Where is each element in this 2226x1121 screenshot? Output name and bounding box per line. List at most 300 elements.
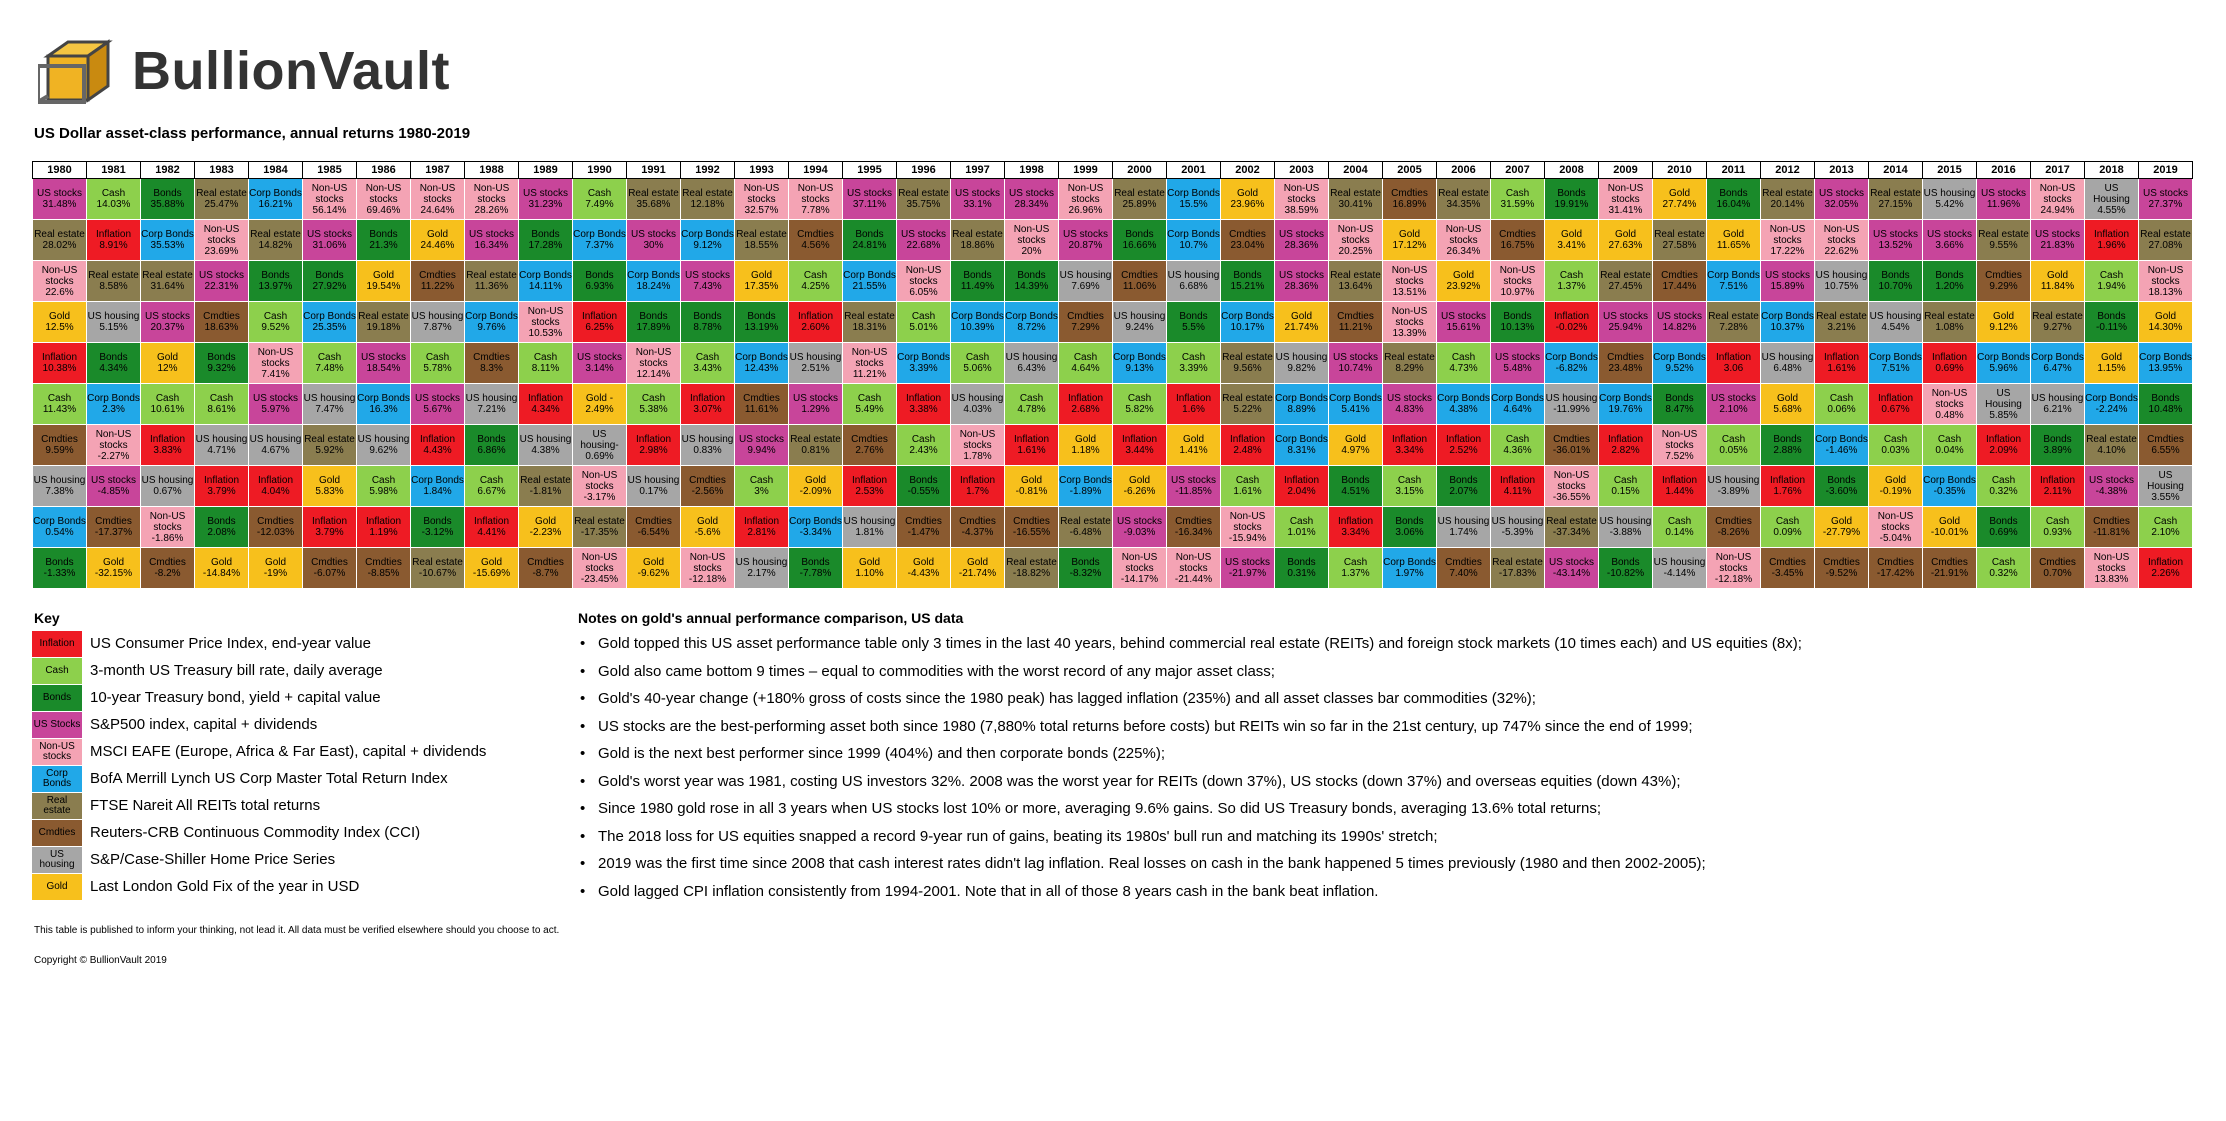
table-cell — [1167, 261, 1221, 302]
table-cell — [1653, 384, 1707, 425]
asset-label: US housing — [1599, 516, 1652, 527]
asset-label: US housing — [303, 393, 356, 404]
asset-label: Non-US stocks — [905, 264, 942, 287]
asset-label: Non-US stocks — [851, 346, 888, 369]
table-cell — [519, 261, 573, 302]
table-cell — [1923, 466, 1977, 507]
asset-label: Corp Bonds — [1113, 352, 1166, 363]
asset-label: US housing — [1869, 311, 1922, 322]
asset-label: Cash — [1343, 557, 1368, 568]
year-header: 1996 — [897, 162, 951, 179]
return-value: -12.18% — [1714, 573, 1753, 585]
return-value: 6.93% — [585, 281, 614, 292]
return-value: 4.73% — [1449, 363, 1478, 374]
table-cell — [573, 466, 627, 507]
return-value: -1.86% — [151, 532, 184, 544]
table-cell — [1707, 384, 1761, 425]
table-cell — [33, 343, 87, 384]
asset-label: Cash — [209, 393, 234, 404]
return-value: 1.76% — [1773, 486, 1802, 497]
table-cell — [2031, 179, 2085, 220]
return-value: -12.18% — [688, 573, 727, 585]
return-value: 31.59% — [1500, 199, 1535, 210]
asset-label: US housing — [735, 557, 788, 568]
table-cell — [681, 220, 735, 261]
table-cell — [1059, 548, 1113, 589]
asset-label: Real estate — [736, 229, 787, 240]
table-cell — [1869, 343, 1923, 384]
table-cell — [1545, 179, 1599, 220]
asset-label: Cmdties — [1715, 516, 1752, 527]
return-value: -43.14% — [1552, 568, 1591, 579]
table-cell — [1059, 343, 1113, 384]
return-value: 1.19% — [369, 527, 398, 538]
asset-label: Corp Bonds — [951, 311, 1004, 322]
asset-label: US stocks — [1278, 270, 1324, 281]
key-swatch: US Stocks — [32, 712, 82, 738]
asset-label: Bonds — [1935, 270, 1964, 281]
asset-label: Gold — [426, 229, 449, 240]
table-cell — [1059, 384, 1113, 425]
table-cell — [735, 302, 789, 343]
asset-label: Bonds — [1503, 311, 1532, 322]
table-cell — [1869, 220, 1923, 261]
asset-label: Bonds — [315, 270, 344, 281]
return-value: 27.15% — [1878, 199, 1913, 210]
asset-label: Cash — [1127, 393, 1152, 404]
asset-label: Real estate — [1924, 311, 1975, 322]
return-value: -3.12% — [421, 527, 454, 538]
return-value: 16.89% — [1392, 199, 1427, 210]
return-value: 4.64% — [1071, 363, 1100, 374]
return-value: 3% — [754, 486, 769, 497]
bullet-icon: • — [580, 882, 586, 900]
table-cell — [951, 507, 1005, 548]
table-cell — [1707, 220, 1761, 261]
table-row — [33, 425, 2193, 466]
table-cell — [1707, 302, 1761, 343]
return-value: 3.44% — [1125, 445, 1154, 456]
table-cell — [519, 302, 573, 343]
asset-label: US stocks — [954, 188, 1000, 199]
key-item — [32, 765, 486, 792]
table-cell — [1437, 179, 1491, 220]
return-value: 0.48% — [1935, 409, 1964, 421]
bullet-icon: • — [580, 855, 586, 873]
asset-label: Cash — [1181, 352, 1206, 363]
table-cell — [249, 548, 303, 589]
table-cell — [1761, 261, 1815, 302]
year-header: 1985 — [303, 162, 357, 179]
asset-label: US housing — [951, 393, 1004, 404]
return-value: 5.01% — [909, 322, 938, 333]
table-cell — [2139, 548, 2193, 589]
return-value: -4.37% — [961, 527, 994, 538]
return-value: 18.24% — [636, 281, 671, 292]
table-cell — [249, 343, 303, 384]
asset-label: Cmdties — [1445, 557, 1482, 568]
asset-label: Gold — [1344, 434, 1367, 445]
return-value: -17.37% — [94, 527, 133, 538]
table-cell — [357, 507, 411, 548]
table-cell — [789, 220, 843, 261]
table-cell — [1437, 261, 1491, 302]
asset-label: Gold — [156, 352, 179, 363]
asset-label: US housing — [1059, 270, 1112, 281]
return-value: -23.45% — [580, 573, 619, 585]
table-cell — [33, 425, 87, 466]
return-value: 2.04% — [1287, 486, 1316, 497]
return-value: -5.04% — [1879, 532, 1912, 544]
return-value: 7.40% — [1449, 568, 1478, 579]
return-value: 3.07% — [693, 404, 722, 415]
table-cell — [249, 261, 303, 302]
return-value: 24.64% — [420, 204, 455, 216]
return-value: 19.54% — [366, 281, 401, 292]
return-value: 11.21% — [852, 368, 887, 380]
table-cell — [1491, 507, 1545, 548]
asset-label: US stocks — [1980, 188, 2026, 199]
return-value: 9.24% — [1125, 322, 1154, 333]
return-value: -2.27% — [97, 450, 130, 462]
table-cell — [1869, 261, 1923, 302]
key-description: S&P500 index, capital + dividends — [90, 716, 318, 733]
asset-label: Non-US stocks — [1661, 428, 1698, 451]
return-value: 31.23% — [528, 199, 563, 210]
return-value: 4.51% — [1341, 486, 1370, 497]
asset-label: Corp Bonds — [789, 516, 842, 527]
asset-label: Inflation — [1715, 352, 1752, 363]
return-value: -0.81% — [1015, 486, 1048, 497]
return-value: 6.05% — [909, 286, 938, 298]
year-header: 2016 — [1977, 162, 2031, 179]
return-value: 6.48% — [1773, 363, 1802, 374]
table-cell — [1167, 302, 1221, 343]
return-value: 13.39% — [1392, 327, 1427, 339]
return-value: 1.78% — [963, 450, 992, 462]
asset-label: Gold — [1668, 188, 1691, 199]
asset-label: US housing — [1545, 393, 1598, 404]
asset-label: Inflation — [365, 516, 402, 527]
return-value: 6.86% — [477, 445, 506, 456]
asset-label: Real estate — [898, 188, 949, 199]
year-header: 1993 — [735, 162, 789, 179]
table-cell — [1707, 507, 1761, 548]
table-cell — [1815, 507, 1869, 548]
asset-label: Bonds — [477, 434, 506, 445]
asset-label: Gold — [1290, 311, 1313, 322]
table-cell — [573, 261, 627, 302]
asset-label: US housing — [681, 434, 734, 445]
return-value: 3.83% — [153, 445, 182, 456]
asset-label: Bonds — [801, 557, 830, 568]
table-cell — [1815, 179, 1869, 220]
return-value: 2.98% — [639, 445, 668, 456]
asset-label: US stocks — [738, 434, 784, 445]
table-cell — [1167, 548, 1221, 589]
table-cell — [249, 507, 303, 548]
return-value: 9.12% — [1989, 322, 2018, 333]
asset-label: Bonds — [1233, 270, 1262, 281]
asset-label: Cmdties — [743, 393, 780, 404]
asset-label: Cash — [1991, 557, 2016, 568]
year-header: 1989 — [519, 162, 573, 179]
return-value: 17.44% — [1662, 281, 1697, 292]
return-value: 27.92% — [312, 281, 347, 292]
return-value: -6.07% — [313, 568, 346, 579]
table-cell — [681, 548, 735, 589]
table-cell — [843, 302, 897, 343]
table-cell — [627, 466, 681, 507]
return-value: 1.7% — [966, 486, 989, 497]
asset-label: Corp Bonds — [1599, 393, 1652, 404]
table-cell — [1923, 507, 1977, 548]
return-value: 27.74% — [1662, 199, 1697, 210]
table-cell — [2031, 425, 2085, 466]
return-value: 28.34% — [1014, 199, 1049, 210]
return-value: 0.17% — [639, 486, 668, 497]
return-value: 12% — [157, 363, 178, 374]
asset-label: Bonds — [1395, 516, 1424, 527]
table-cell — [1221, 343, 1275, 384]
table-cell — [303, 261, 357, 302]
table-cell — [195, 384, 249, 425]
table-cell — [465, 384, 519, 425]
year-header: 2019 — [2139, 162, 2193, 179]
table-cell — [735, 343, 789, 384]
table-cell — [1761, 302, 1815, 343]
table-cell — [87, 466, 141, 507]
asset-label: US stocks — [522, 188, 568, 199]
note-text: 2019 was the first time since 2008 that cash interest rates didn't lag inflation. Real losses on cash in the bank happened 5 times previously (1980 and then 2002-2005); — [598, 855, 1706, 873]
return-value: 9.56% — [1233, 363, 1262, 374]
asset-label: Inflation — [95, 229, 132, 240]
return-value: -21.91% — [1930, 568, 1969, 579]
table-cell — [33, 466, 87, 507]
table-cell — [141, 343, 195, 384]
asset-label: Cash — [1235, 475, 1260, 486]
key-item — [32, 630, 486, 657]
return-value: 10.74% — [1338, 363, 1373, 374]
table-cell — [1275, 507, 1329, 548]
return-value: -14.84% — [202, 568, 241, 579]
table-cell — [2139, 384, 2193, 425]
return-value: 4.34% — [531, 404, 560, 415]
return-value: 9.12% — [693, 240, 722, 251]
table-cell — [1167, 220, 1221, 261]
asset-label: US stocks — [2142, 188, 2188, 199]
asset-label: Non-US stocks — [1229, 510, 1266, 533]
table-cell — [411, 343, 465, 384]
key-description: Reuters-CRB Continuous Commodity Index (CCI) — [90, 824, 421, 841]
asset-label: Cmdties — [1121, 270, 1158, 281]
return-value: -8.26% — [1717, 527, 1750, 538]
asset-label: Inflation — [41, 352, 78, 363]
return-value: 10.70% — [1878, 281, 1913, 292]
return-value: 12.14% — [636, 368, 671, 380]
table-cell — [951, 302, 1005, 343]
asset-label: Inflation — [1121, 434, 1158, 445]
asset-label: Cmdties — [1877, 557, 1914, 568]
table-row — [33, 261, 2193, 302]
asset-label: Inflation — [257, 475, 294, 486]
return-value: -8.32% — [1069, 568, 1102, 579]
year-header: 2011 — [1707, 162, 1761, 179]
asset-label: US housing — [33, 475, 86, 486]
return-value: 6.47% — [2043, 363, 2072, 374]
table-cell — [411, 302, 465, 343]
notes-list — [578, 630, 2198, 905]
return-value: 23.69% — [204, 245, 239, 257]
return-value: 5.98% — [369, 486, 398, 497]
asset-label: Bonds — [1989, 516, 2018, 527]
table-cell — [1923, 179, 1977, 220]
year-header: 2012 — [1761, 162, 1815, 179]
asset-label: Cmdties — [41, 434, 78, 445]
table-cell — [1383, 507, 1437, 548]
asset-label: Cmdties — [365, 557, 402, 568]
asset-label: Cmdties — [1985, 270, 2022, 281]
asset-label: US stocks — [2034, 229, 2080, 240]
asset-label: Cash — [1019, 393, 1044, 404]
return-value: 4.43% — [423, 445, 452, 456]
key-swatch: Cmdties — [32, 820, 82, 846]
return-value: 10.61% — [150, 404, 185, 415]
asset-label: Cmdties — [257, 516, 294, 527]
asset-label: Real estate — [628, 188, 679, 199]
key-item — [32, 873, 486, 900]
table-cell — [357, 466, 411, 507]
asset-label: Corp Bonds — [1815, 434, 1868, 445]
return-value: -3.60% — [1825, 486, 1858, 497]
asset-label: Gold — [1560, 229, 1583, 240]
asset-label: Corp Bonds — [465, 311, 518, 322]
key-description: 3-month US Treasury bill rate, daily average — [90, 662, 383, 679]
return-value: -7.78% — [799, 568, 832, 579]
table-cell — [1005, 302, 1059, 343]
return-value: 3.39% — [1179, 363, 1208, 374]
return-value: 2.76% — [855, 445, 884, 456]
return-value: 7.21% — [477, 404, 506, 415]
asset-label: US stocks — [1278, 229, 1324, 240]
asset-label: US stocks — [1818, 188, 1864, 199]
return-value: 25.94% — [1608, 322, 1643, 333]
return-value: -8.2% — [154, 568, 181, 579]
return-value: 23.96% — [1230, 199, 1265, 210]
table-cell — [1221, 302, 1275, 343]
return-value: 19.76% — [1608, 404, 1643, 415]
return-value: 18.31% — [852, 322, 887, 333]
table-cell — [2139, 261, 2193, 302]
table-cell — [1005, 384, 1059, 425]
return-value: 4.55% — [2097, 204, 2126, 216]
table-cell — [789, 384, 843, 425]
return-value: 7.69% — [1071, 281, 1100, 292]
bullet-icon: • — [580, 800, 586, 818]
key-swatch: Real estate — [32, 793, 82, 819]
return-value: 33.1% — [963, 199, 992, 210]
table-cell — [2031, 548, 2085, 589]
asset-label: US stocks — [900, 229, 946, 240]
asset-label: Gold — [48, 311, 71, 322]
return-value: 7.28% — [1719, 322, 1748, 333]
asset-label: Corp Bonds — [87, 393, 140, 404]
table-cell — [1113, 384, 1167, 425]
table-cell — [303, 507, 357, 548]
asset-label: Cmdties — [2147, 434, 2184, 445]
asset-label: Non-US stocks — [1121, 551, 1158, 574]
asset-label: US stocks — [1548, 557, 1594, 568]
table-cell — [1923, 384, 1977, 425]
table-cell — [357, 548, 411, 589]
return-value: 14.11% — [528, 281, 563, 292]
table-cell — [249, 466, 303, 507]
asset-label: Inflation — [1229, 434, 1266, 445]
return-value: 1.29% — [801, 404, 830, 415]
asset-label: Corp Bonds — [1005, 311, 1058, 322]
table-cell — [1005, 261, 1059, 302]
note-text: Since 1980 gold rose in all 3 years when US stocks lost 10% or more, averaging 9.6% gains. So did US Treasury bonds, averaging 13.6% total returns; — [598, 800, 1602, 818]
return-value: 28.36% — [1284, 281, 1319, 292]
return-value: 12.18% — [690, 199, 725, 210]
key-item — [32, 819, 486, 846]
return-value: 35.75% — [906, 199, 941, 210]
return-value: -16.34% — [1174, 527, 1213, 538]
return-value: 7.87% — [423, 322, 452, 333]
asset-label: Real estate — [88, 270, 139, 281]
asset-label: Bonds — [747, 311, 776, 322]
table-cell — [951, 179, 1005, 220]
return-value: 35.68% — [636, 199, 671, 210]
return-value: -4.85% — [97, 486, 130, 497]
table-cell — [897, 343, 951, 384]
return-value: 18.55% — [744, 240, 779, 251]
asset-label: Corp Bonds — [627, 270, 680, 281]
key-description: FTSE Nareit All REITs total returns — [90, 797, 321, 814]
table-cell — [1437, 425, 1491, 466]
asset-label: Corp Bonds — [303, 311, 356, 322]
year-header: 2013 — [1815, 162, 1869, 179]
table-body — [33, 179, 2193, 589]
return-value: 17.12% — [1392, 240, 1427, 251]
return-value: 5.22% — [1233, 404, 1262, 415]
table-cell — [1977, 302, 2031, 343]
return-value: 69.46% — [366, 204, 401, 216]
asset-label: US housing — [1923, 188, 1976, 199]
return-value: 30% — [643, 240, 664, 251]
return-value: 8.72% — [1017, 322, 1046, 333]
table-cell — [1491, 220, 1545, 261]
asset-label: Inflation — [1067, 393, 1104, 404]
asset-label: Inflation — [959, 475, 996, 486]
table-cell — [1383, 466, 1437, 507]
asset-label: Cmdties — [1229, 229, 1266, 240]
table-cell — [357, 179, 411, 220]
table-cell — [195, 548, 249, 589]
table-cell — [2085, 466, 2139, 507]
table-cell — [627, 220, 681, 261]
table-cell — [1977, 179, 2031, 220]
return-value: 20.87% — [1068, 240, 1103, 251]
table-cell — [897, 466, 951, 507]
asset-label: Non-US stocks — [1283, 182, 1320, 205]
return-value: 28.26% — [474, 204, 509, 216]
return-value: 17.89% — [636, 322, 671, 333]
table-cell — [33, 384, 87, 425]
note-text: Gold is the next best performer since 1999 (404%) and then corporate bonds (225%); — [598, 745, 1165, 763]
table-cell — [1113, 302, 1167, 343]
asset-label: Gold — [858, 557, 881, 568]
